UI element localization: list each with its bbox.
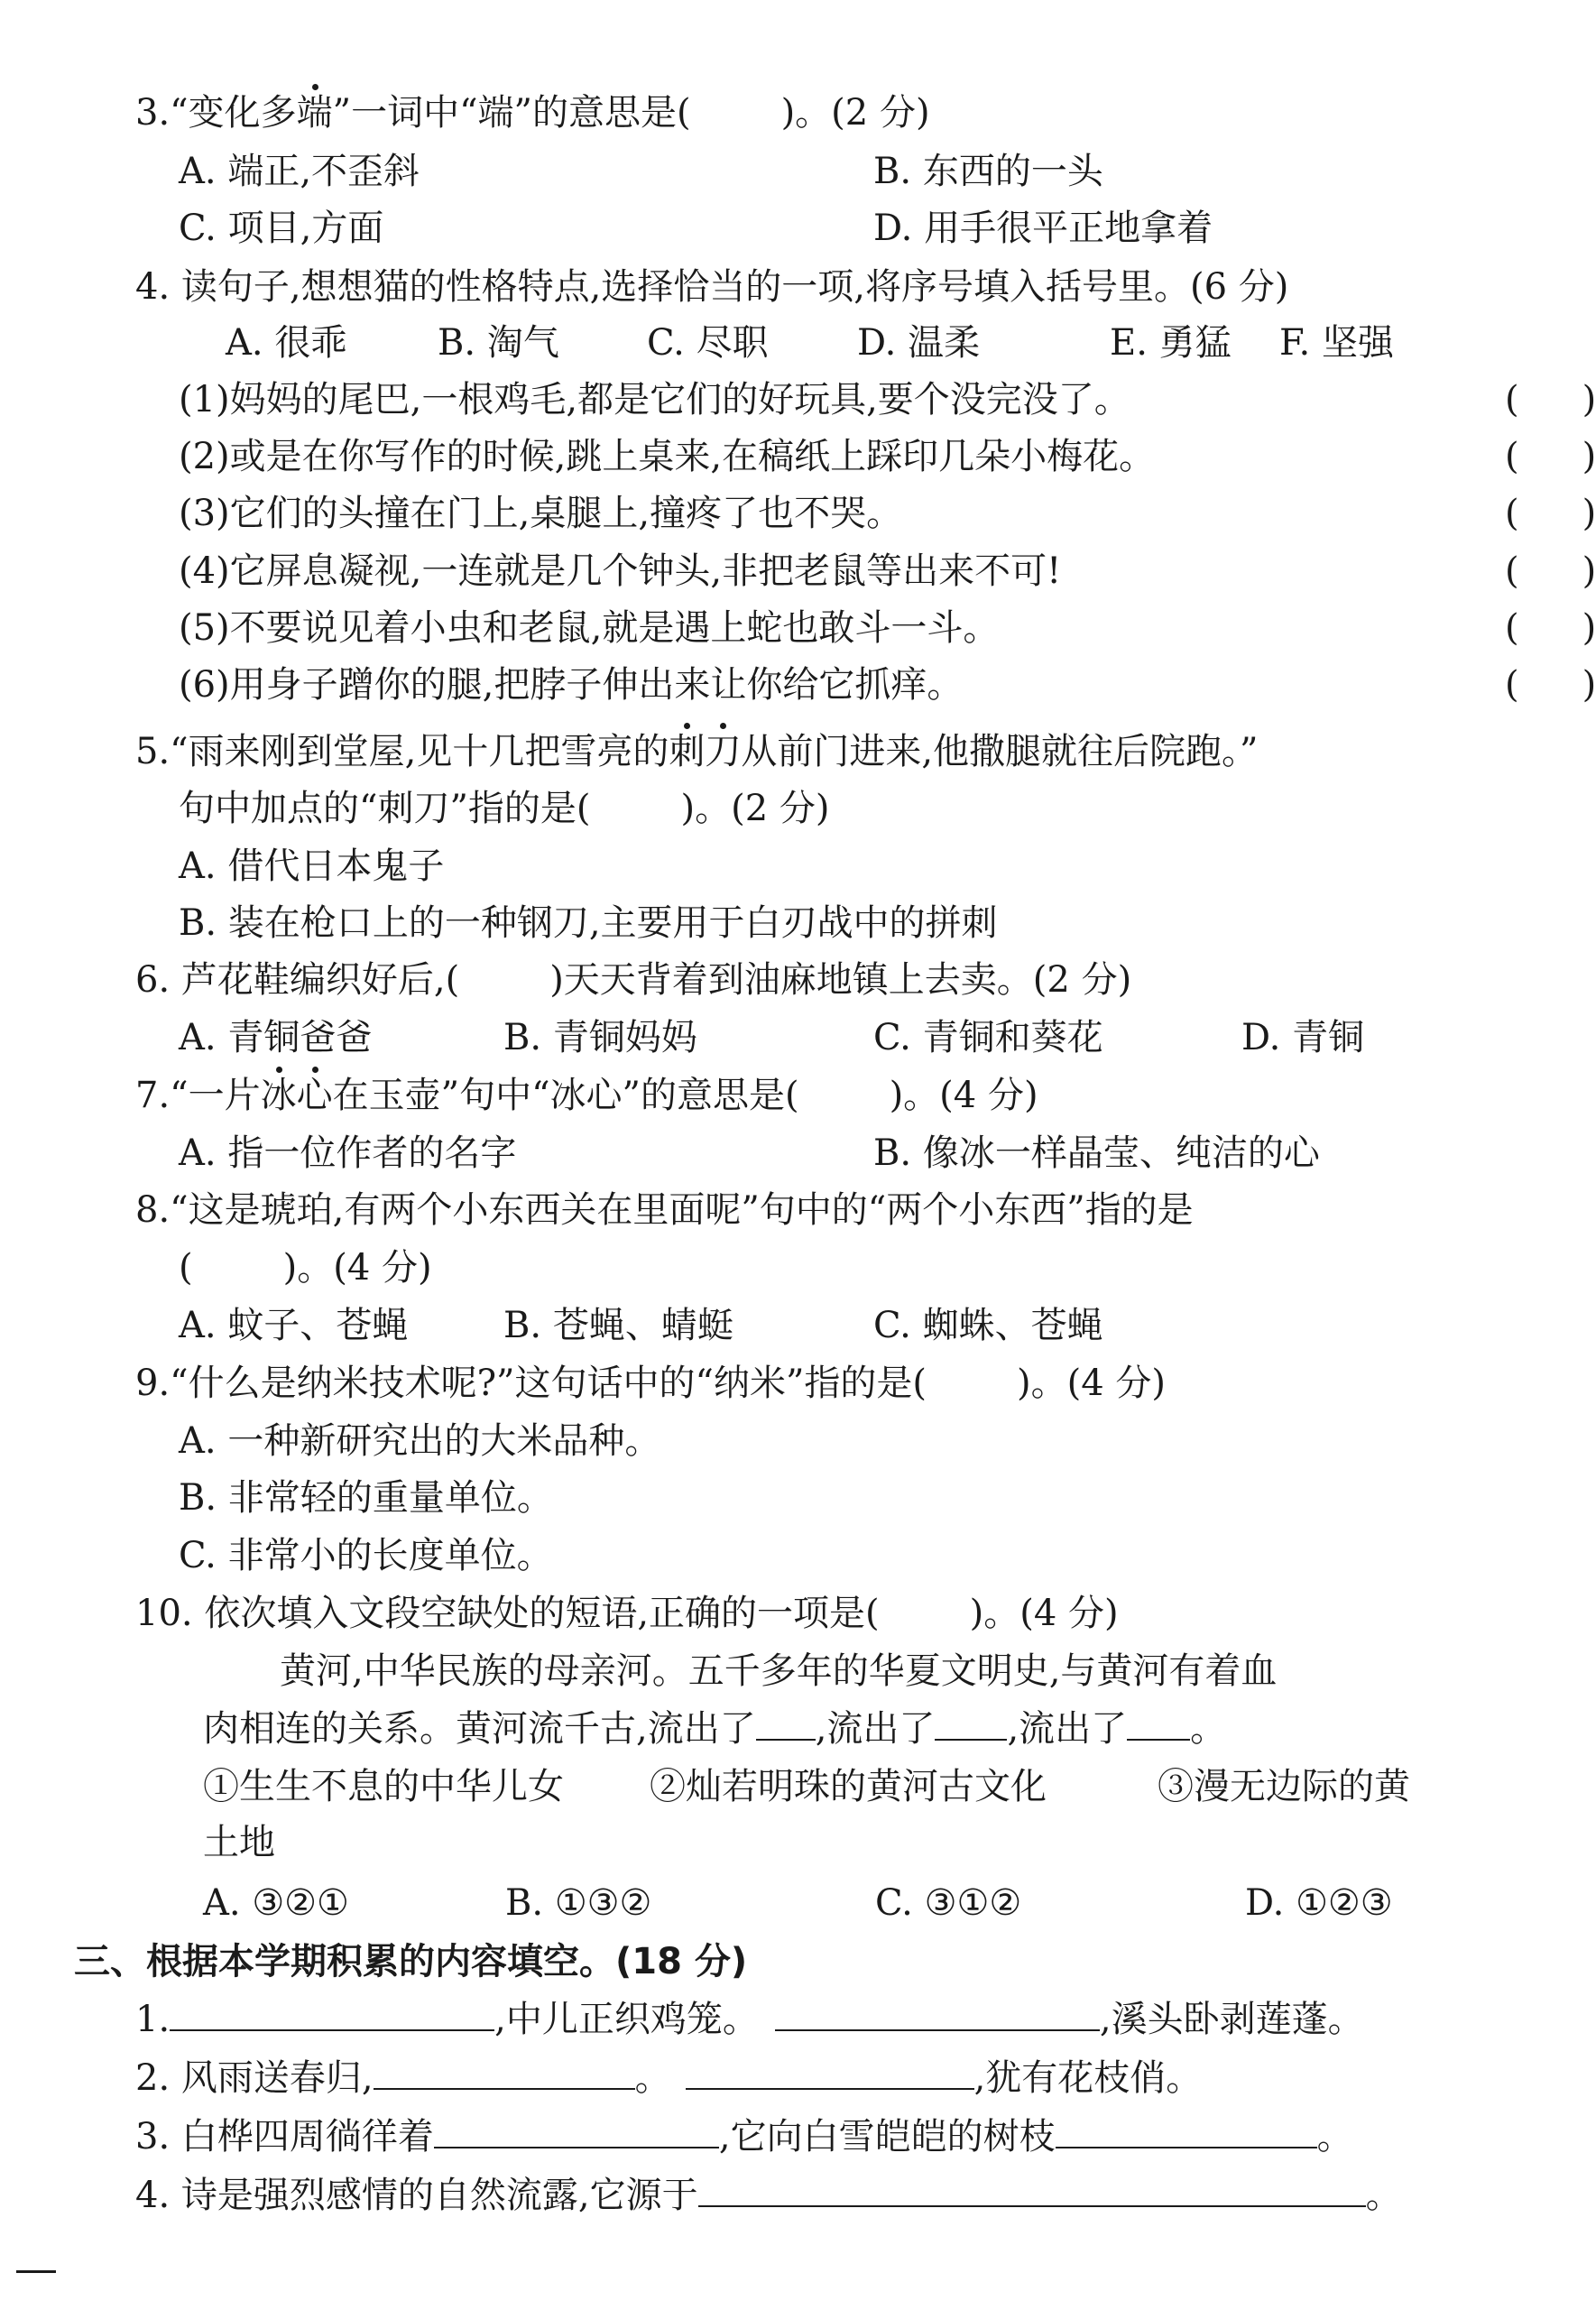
q10-passage-line2: 肉相连的关系。黄河流千古,流出了 ,流出了 ,流出了 。 bbox=[203, 1708, 1227, 1750]
q10-option-b: B. ①③② bbox=[505, 1882, 652, 1924]
q3-stem: 3.“变化多端”一词中“端”的意思是( )。(2 分) bbox=[135, 88, 930, 138]
q10-phrase-3: ③漫无边际的黄 bbox=[1158, 1766, 1410, 1807]
answer-blank[interactable]: ( ) bbox=[1505, 664, 1596, 706]
q4-option-f: F. 坚强 bbox=[1279, 322, 1394, 364]
fill-blank[interactable] bbox=[775, 1997, 1100, 2031]
q8-stem-line2: ( )。(4 分) bbox=[179, 1247, 432, 1289]
page-edge-mark bbox=[16, 2270, 56, 2273]
q5-option-b: B. 装在枪口上的一种钢刀,主要用于白刃战中的拼刺 bbox=[179, 902, 998, 944]
answer-blank[interactable]: ( ) bbox=[1505, 493, 1596, 534]
q7-stem: 7.“一片冰心在玉壶”句中“冰心”的意思是( )。(4 分) bbox=[135, 1070, 1038, 1121]
fill-item-2: 2. 风雨送春归, 。 ,犹有花枝俏。 bbox=[135, 2057, 1203, 2099]
fill-blank[interactable] bbox=[698, 2173, 1366, 2207]
q7-option-b: B. 像冰一样晶莹、纯洁的心 bbox=[873, 1132, 1320, 1174]
answer-blank[interactable]: ( ) bbox=[1505, 550, 1596, 592]
q10-phrase-continuation: 土地 bbox=[203, 1822, 275, 1863]
q4-option-c: C. 尽职 bbox=[647, 322, 769, 364]
emphasis-dot-char: 刀 bbox=[705, 726, 741, 777]
q6-option-b: B. 青铜妈妈 bbox=[503, 1017, 697, 1058]
answer-blank[interactable]: ( ) bbox=[1505, 436, 1596, 477]
q8-option-b: B. 苍蝇、蜻蜓 bbox=[503, 1305, 733, 1346]
q4-option-b: B. 淘气 bbox=[438, 322, 559, 364]
fill-blank[interactable] bbox=[1056, 2114, 1317, 2148]
q4-item-4: (4)它屏息凝视,一连就是几个钟头,非把老鼠等出来不可! ( ) bbox=[179, 546, 1451, 596]
q4-item-3: (3)它们的头撞在门上,桌腿上,撞疼了也不哭。 ( ) bbox=[179, 488, 1451, 539]
q6-stem: 6. 芦花鞋编织好后,( )天天背着到油麻地镇上去卖。(2 分) bbox=[135, 959, 1132, 1001]
q6-option-a: A. 青铜爸爸 bbox=[179, 1017, 373, 1058]
q3-option-a: A. 端正,不歪斜 bbox=[179, 151, 420, 192]
emphasis-dot-char: 端 bbox=[297, 88, 333, 138]
fill-blank[interactable] bbox=[170, 1997, 494, 2031]
q4-option-e: E. 勇猛 bbox=[1110, 322, 1232, 364]
q9-option-a: A. 一种新研究出的大米品种。 bbox=[179, 1420, 661, 1462]
q3-option-d: D. 用手很平正地拿着 bbox=[873, 208, 1213, 249]
q10-options bbox=[203, 1878, 1466, 1928]
answer-blank[interactable]: ( ) bbox=[1505, 379, 1596, 420]
q4-item-6: (6)用身子蹭你的腿,把脖子伸出来让你给它抓痒。 ( ) bbox=[179, 660, 1451, 710]
section-3-title: 三、根据本学期积累的内容填空。(18 分) bbox=[74, 1941, 748, 1982]
fill-item-1: 1. ,中儿正织鸡笼。 ,溪头卧剥莲蓬。 bbox=[135, 1999, 1364, 2040]
q3-option-c: C. 项目,方面 bbox=[179, 208, 384, 249]
fill-blank[interactable] bbox=[374, 2056, 635, 2090]
fill-blank[interactable] bbox=[686, 2056, 974, 2090]
q8-stem-line1: 8.“这是琥珀,有两个小东西关在里面呢”句中的“两个小东西”指的是 bbox=[135, 1189, 1194, 1231]
q5-stem-line1: 5.“雨来刚到堂屋,见十几把雪亮的刺刀从前门进来,他撒腿就往后院跑。” bbox=[135, 726, 1259, 777]
fill-item-4: 4. 诗是强烈感情的自然流露,它源于 。 bbox=[135, 2175, 1402, 2216]
q10-option-c: C. ③①② bbox=[875, 1882, 1022, 1924]
q10-option-d: D. ①②③ bbox=[1245, 1882, 1393, 1924]
emphasis-dot-char: 冰 bbox=[261, 1070, 297, 1121]
emphasis-dot-char: 刺 bbox=[669, 726, 705, 777]
q4-options bbox=[226, 318, 1435, 368]
q10-phrases bbox=[203, 1761, 1448, 1812]
q8-option-c: C. 蜘蛛、苍蝇 bbox=[873, 1305, 1103, 1346]
q4-item-1: (1)妈妈的尾巴,一根鸡毛,都是它们的好玩具,要个没完没了。 ( ) bbox=[179, 374, 1451, 425]
answer-blank[interactable]: ( ) bbox=[1505, 607, 1596, 649]
fill-blank[interactable] bbox=[434, 2114, 719, 2148]
q4-item-2: (2)或是在你写作的时候,跳上桌来,在稿纸上踩印几朵小梅花。 ( ) bbox=[179, 431, 1451, 482]
q10-option-a: A. ③②① bbox=[203, 1882, 349, 1924]
q5-stem-line2: 句中加点的“刺刀”指的是( )。(2 分) bbox=[179, 788, 830, 829]
q10-passage-line1: 黄河,中华民族的母亲河。五千多年的华夏文明史,与黄河有着血 bbox=[280, 1650, 1278, 1692]
q6-option-c: C. 青铜和葵花 bbox=[873, 1017, 1103, 1058]
q4-item-5: (5)不要说见着小虫和老鼠,就是遇上蛇也敢斗一斗。 ( ) bbox=[179, 603, 1451, 653]
passage-blank[interactable] bbox=[1127, 1706, 1190, 1741]
passage-blank[interactable] bbox=[756, 1706, 816, 1741]
q9-option-b: B. 非常轻的重量单位。 bbox=[179, 1477, 553, 1519]
q4-stem: 4. 读句子,想想猫的性格特点,选择恰当的一项,将序号填入括号里。(6 分) bbox=[135, 266, 1289, 308]
q9-stem: 9.“什么是纳米技术呢?”这句话中的“纳米”指的是( )。(4 分) bbox=[135, 1363, 1166, 1404]
q8-options bbox=[179, 1300, 1442, 1351]
fill-item-3: 3. 白桦四周徜徉着 ,它向白雪皑皑的树枝 。 bbox=[135, 2116, 1353, 2158]
q7-option-a: A. 指一位作者的名字 bbox=[179, 1132, 517, 1174]
q8-option-a: A. 蚊子、苍蝇 bbox=[179, 1305, 409, 1346]
q6-options bbox=[179, 1012, 1442, 1063]
q4-option-a: A. 很乖 bbox=[226, 322, 347, 364]
q4-option-d: D. 温柔 bbox=[857, 322, 981, 364]
q3-option-b: B. 东西的一头 bbox=[873, 151, 1103, 192]
q5-option-a: A. 借代日本鬼子 bbox=[179, 845, 445, 887]
emphasis-dot-char: 心 bbox=[297, 1070, 333, 1121]
q6-option-d: D. 青铜 bbox=[1241, 1017, 1365, 1058]
q10-phrase-1: ①生生不息的中华儿女 bbox=[203, 1766, 564, 1807]
q10-stem: 10. 依次填入文段空缺处的短语,正确的一项是( )。(4 分) bbox=[135, 1593, 1119, 1634]
q9-option-c: C. 非常小的长度单位。 bbox=[179, 1535, 553, 1576]
passage-blank[interactable] bbox=[935, 1706, 1007, 1741]
q10-phrase-2: ②灿若明珠的黄河古文化 bbox=[650, 1766, 1047, 1807]
